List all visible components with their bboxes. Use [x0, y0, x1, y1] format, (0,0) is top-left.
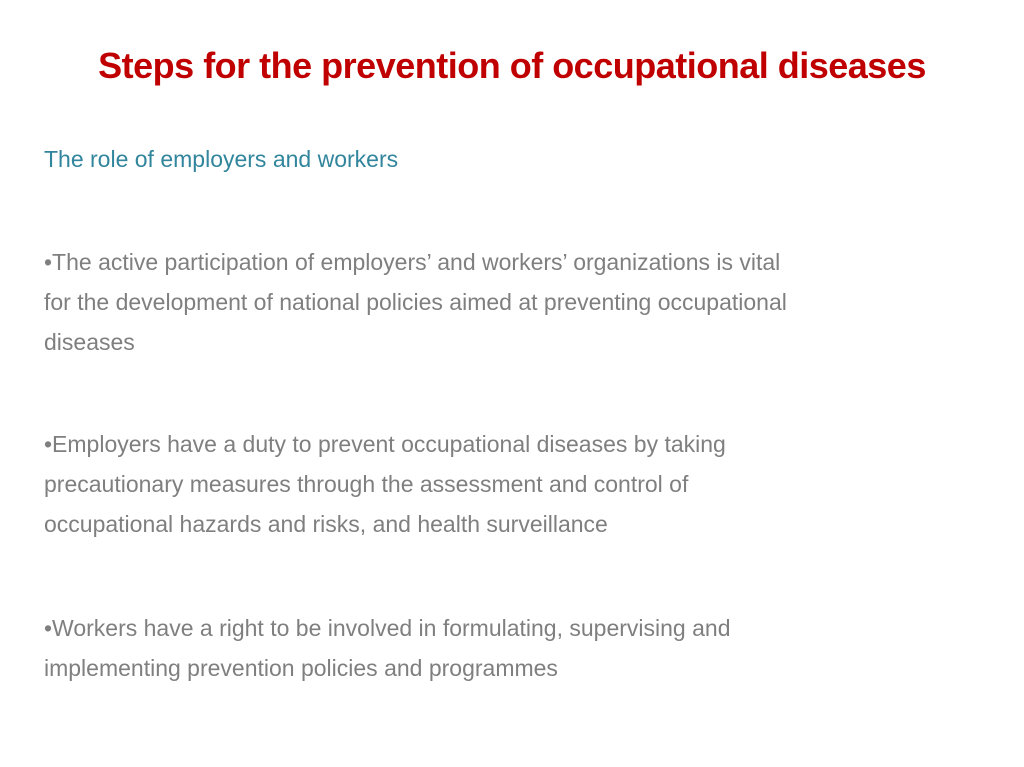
bullet-line: precautionary measures through the assessment and control of — [44, 471, 689, 497]
bullet-line: •Workers have a right to be involved in formulating, supervising and — [44, 615, 731, 641]
bullet-item — [44, 608, 994, 688]
bullet-line: diseases — [44, 329, 135, 355]
bullet-line: for the development of national policies aimed at preventing occupational — [44, 289, 787, 315]
bullet-item — [44, 242, 994, 362]
bullet-line: occupational hazards and risks, and health surveillance — [44, 511, 608, 537]
bullet-line: •The active participation of employers’ and workers’ organizations is vital — [44, 249, 781, 275]
slide-title: Steps for the prevention of occupational diseases — [98, 45, 926, 86]
bullet-line: implementing prevention policies and programmes — [44, 655, 558, 681]
slide-subtitle: The role of employers and workers — [44, 146, 399, 172]
bullet-line: •Employers have a duty to prevent occupational diseases by taking — [44, 431, 726, 457]
bullet-item — [44, 424, 994, 544]
